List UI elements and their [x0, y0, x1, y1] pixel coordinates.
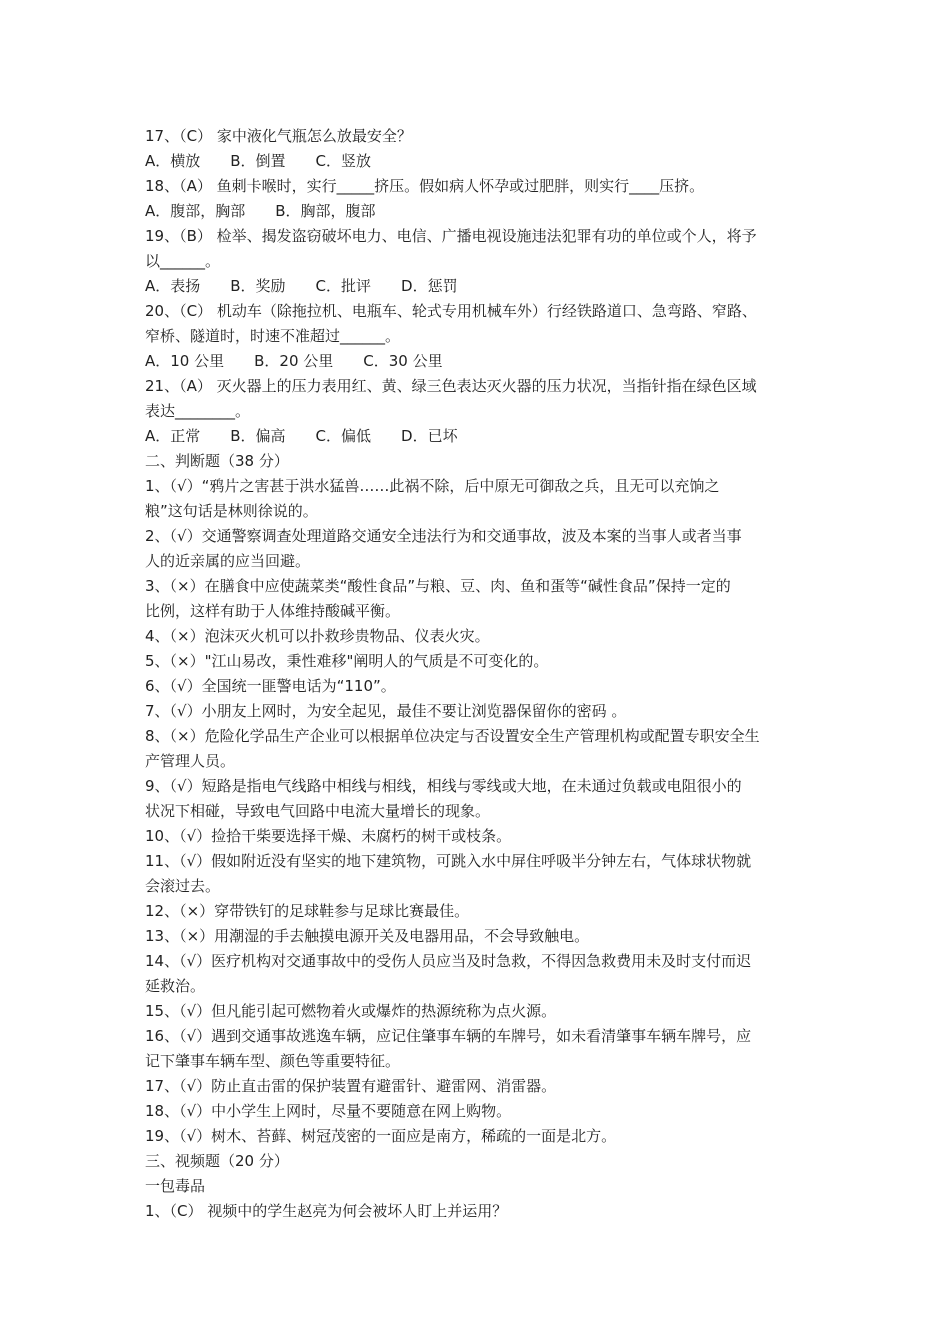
text-line: 人的近亲属的应当回避。 [145, 552, 311, 570]
text-line: 14、（√）医疗机构对交通事故中的受伤人员应当及时急救，不得因急救费用未及时支付而迟 [145, 952, 752, 970]
text-line: 19、（√）树木、苔藓、树冠茂密的一面应是南方，稀疏的一面是北方。 [145, 1127, 617, 1145]
text-line: 3、（×）在膳食中应使蔬菜类“酸性食品”与粮、豆、肉、鱼和蛋等“碱性食品”保持一定的 [145, 577, 731, 595]
text-line: A．横放 B．倒置 C．竖放 [145, 152, 372, 170]
text-line: 21、（A） 灭火器上的压力表用红、黄、绿三色表达灭火器的压力状况，当指针指在绿色区域 [145, 377, 757, 395]
text-line: 12、（×）穿带铁钉的足球鞋参与足球比赛最佳。 [145, 902, 470, 920]
text-line: 18、（A） 鱼刺卡喉时，实行_____挤压。假如病人怀孕或过肥胖，则实行____压挤。 [145, 177, 705, 195]
text-line: 20、（C） 机动车（除拖拉机、电瓶车、轮式专用机械车外）行经铁路道口、急弯路、窄路、 [145, 302, 757, 320]
text-line: 以______。 [145, 252, 221, 270]
document-body [145, 124, 805, 1224]
text-line: 16、（√）遇到交通事故逃逸车辆，应记住肇事车辆的车牌号，如未看清肇事车辆车牌号，应 [145, 1027, 752, 1045]
text-line: 5、（×）"江山易改，秉性难移"阐明人的气质是不可变化的。 [145, 652, 549, 670]
text-line: A．腹部，胸部 B．胸部，腹部 [145, 202, 376, 220]
text-line: 三、视频题（20 分） [145, 1152, 289, 1170]
text-line: 10、（√）捡拾干柴要选择干燥、未腐朽的树干或枝条。 [145, 827, 512, 845]
text-line: 比例，这样有助于人体维持酸碱平衡。 [145, 602, 401, 620]
text-line: A．10 公里 B．20 公里 C．30 公里 [145, 352, 443, 370]
text-line: 6、（√）全国统一匪警电话为“110”。 [145, 677, 396, 695]
text-line: 表达________。 [145, 402, 251, 420]
text-line: A．正常 B．偏高 C．偏低 D．已坏 [145, 427, 458, 445]
text-line: 窄桥、隧道时，时速不准超过______。 [145, 327, 401, 345]
text-line: 2、（√）交通警察调查处理道路交通安全违法行为和交通事故，波及本案的当事人或者当事 [145, 527, 742, 545]
text-line: 18、（√）中小学生上网时，尽量不要随意在网上购物。 [145, 1102, 512, 1120]
text-line: 1、（C） 视频中的学生赵亮为何会被坏人盯上并运用？ [145, 1202, 508, 1220]
text-line: 4、（×）泡沫灭火机可以扑救珍贵物品、仪表火灾。 [145, 627, 490, 645]
text-line: 二、判断题（38 分） [145, 452, 289, 470]
text-line: 7、（√）小朋友上网时，为安全起见，最佳不要让浏览器保留你的密码 。 [145, 702, 627, 720]
text-line: 延救治。 [145, 977, 206, 995]
text-line: 15、（√）但凡能引起可燃物着火或爆炸的热源统称为点火源。 [145, 1002, 557, 1020]
text-line: 17、（C） 家中液化气瓶怎么放最安全？ [145, 127, 412, 145]
text-line: 13、（×）用潮湿的手去触摸电源开关及电器用品，不会导致触电。 [145, 927, 590, 945]
text-line: 19、（B） 检举、揭发盗窃破坏电力、电信、广播电视设施违法犯罪有功的单位或个人，将予 [145, 227, 757, 245]
text-line: 17、（√）防止直击雷的保护装置有避雷针、避雷网、消雷器。 [145, 1077, 557, 1095]
text-line: 状况下相碰，导致电气回路中电流大量增长的现象。 [145, 802, 491, 820]
text-line: 记下肇事车辆车型、颜色等重要特征。 [145, 1052, 401, 1070]
text-line: 产管理人员。 [145, 752, 236, 770]
text-line: 9、（√）短路是指电气线路中相线与相线，相线与零线或大地，在未通过负载或电阻很小的 [145, 777, 742, 795]
text-line: 粮”这句话是林则徐说的。 [145, 502, 318, 520]
text-line: 会滚过去。 [145, 877, 221, 895]
text-line: 8、（×）危险化学品生产企业可以根据单位决定与否设置安全生产管理机构或配置专职安全生 [145, 727, 760, 745]
text-line: 11、（√）假如附近没有坚实的地下建筑物，可跳入水中屏住呼吸半分钟左右，气体球状物就 [145, 852, 752, 870]
text-line: 一包毒品 [145, 1177, 206, 1195]
text-line: A．表扬 B．奖励 C．批评 D．惩罚 [145, 277, 458, 295]
text-line: 1、（√）“鸦片之害甚于洪水猛兽……此祸不除，后中原无可御敌之兵，且无可以充饷之 [145, 477, 720, 495]
